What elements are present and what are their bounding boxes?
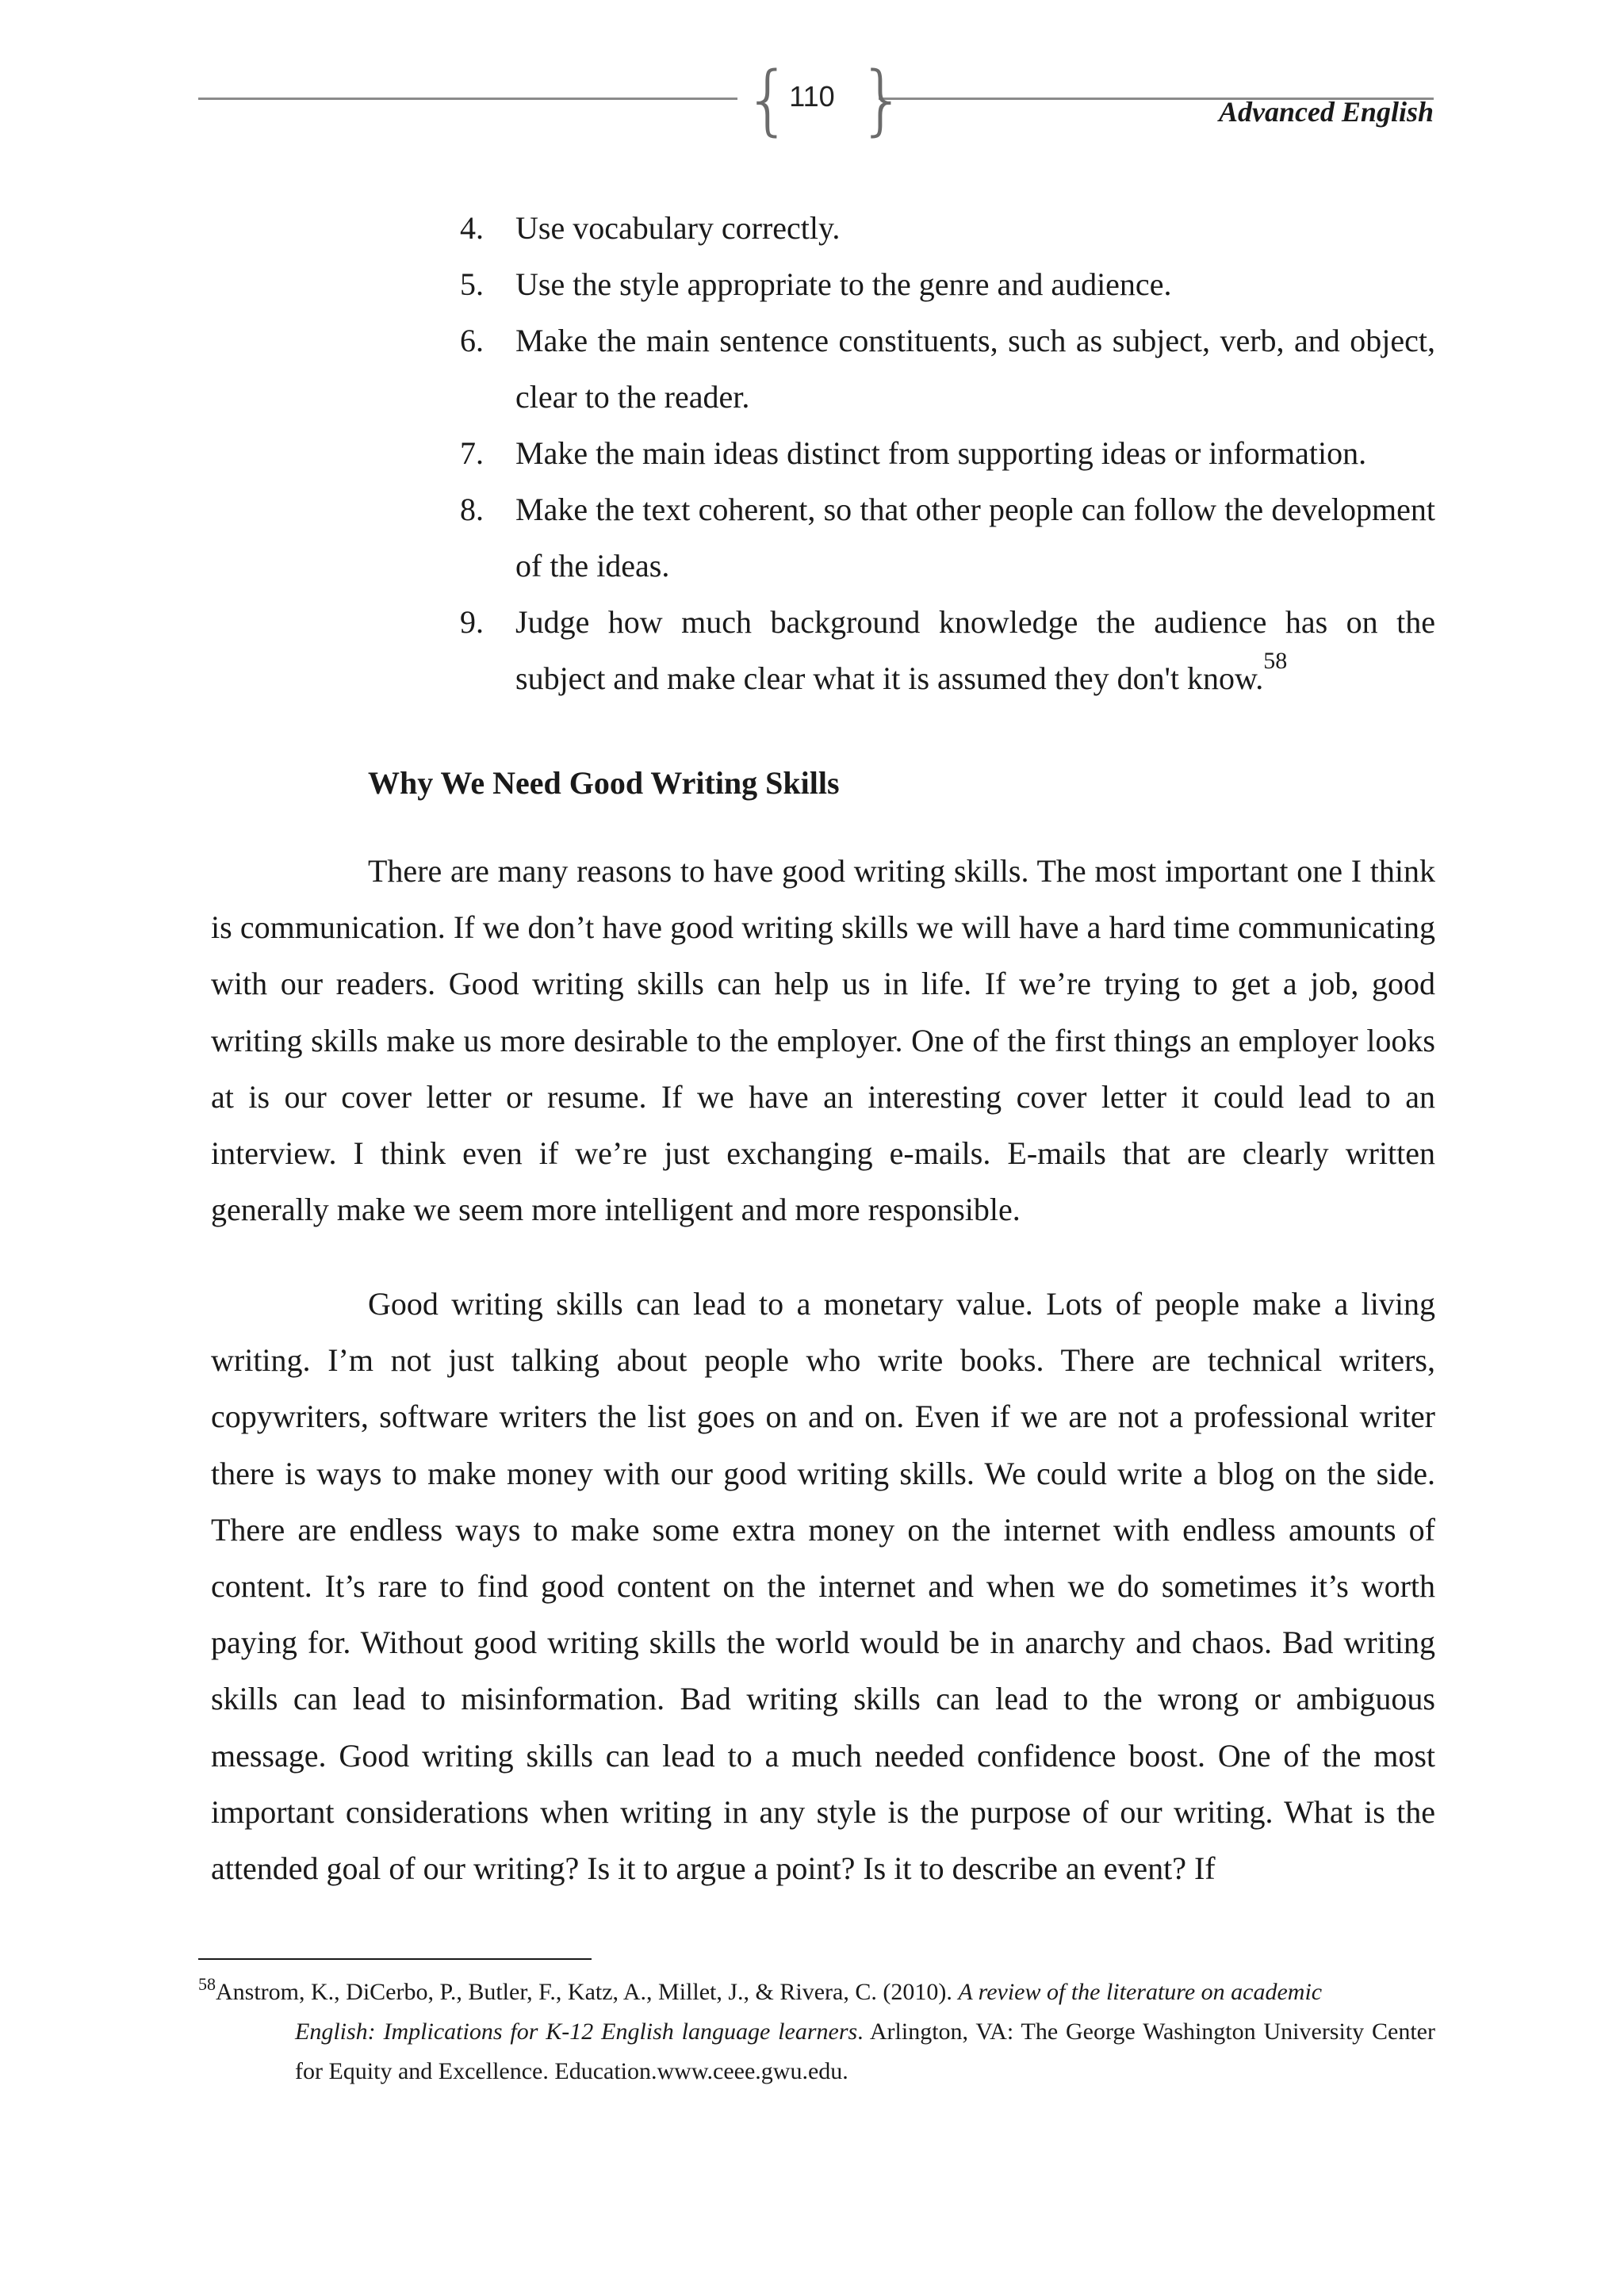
page-number: 110 (789, 80, 835, 113)
section-heading: Why We Need Good Writing Skills (368, 765, 840, 801)
list-item-text: Use vocabulary correctly. (515, 210, 841, 246)
footnote-number: 58 (198, 1974, 216, 1994)
list-item (460, 425, 1435, 481)
footnote-continuation (198, 2012, 1435, 2091)
right-brace-ornament: } (858, 55, 907, 144)
list-item (460, 594, 1435, 706)
list-item-text-body: Judge how much background knowledge the audience has on the subject and make clear what it is assumed they don't know. (515, 604, 1435, 696)
footnote-first-line (198, 1973, 1435, 2012)
footnote-title-part2: English: Implications for K-12 English language learners (295, 2019, 858, 2045)
list-item-number: 6. (460, 323, 484, 358)
list-item-text: Make the main ideas distinct from supporting ideas or information. (515, 435, 1367, 471)
list-item (460, 256, 1435, 312)
body-paragraph: There are many reasons to have good writing skills. The most important one I think is communication. If we don’t have good writing skills we will have a hard time communicating with our readers. Good writing skills can help us in life. If we’re trying to get a job, good writing skills make us more desirable to the employer. One of the first things an employer looks at is our cover letter or resume. If we have an interesting cover letter it could lead to an interview. I think even if we’re just exchanging e-mails. E-mails that are clearly written generally make we seem more intelligent and more responsible. (211, 853, 1435, 1228)
header-rule-left (198, 98, 737, 100)
list-item-text: Use the style appropriate to the genre and audience. (515, 266, 1172, 302)
list-item-text: Make the main sentence constituents, such as subject, verb, and object, clear to the reader. (515, 323, 1435, 415)
list-item (460, 200, 1435, 256)
running-title: Advanced English (1218, 96, 1434, 128)
footnote-publisher: . Arlington, VA: The George Washington University Center for Equity and Excellence. Education.www.ceee.gwu.edu. (295, 2019, 1435, 2084)
footnote-authors: Anstrom, K., DiCerbo, P., Butler, F., Katz, A., Millet, J., & Rivera, C. (2010). (216, 1979, 959, 2005)
list-item-number: 8. (460, 492, 484, 527)
list-item-text (515, 594, 1435, 706)
list-item (460, 481, 1435, 594)
numbered-list (460, 200, 1435, 706)
footnote-separator (198, 1958, 592, 1960)
list-item-number: 4. (460, 210, 484, 246)
list-item-text: Make the text coherent, so that other people can follow the development of the ideas. (515, 492, 1435, 584)
list-item (460, 312, 1435, 425)
footnote-reference[interactable]: 58 (1263, 648, 1288, 674)
list-item-number: 5. (460, 266, 484, 302)
footnote (198, 1973, 1435, 2091)
list-item-number: 7. (460, 435, 484, 471)
left-brace-ornament: { (744, 55, 793, 144)
list-item-number: 9. (460, 604, 484, 640)
body-paragraph: Good writing skills can lead to a monetary value. Lots of people make a living writing. I’m not just talking about people who write books. There are technical writers, copywriters, software writers the list goes on and on. Even if we are not a professional writer there is ways to make money with our good writing skills. We could write a blog on the side. There are endless ways to make some extra money on the internet with endless amounts of content. It’s rare to find good content on the internet and when we do sometimes it’s worth paying for. Without good writing skills the world would be in anarchy and chaos. Bad writing skills can lead to misinformation. Bad writing skills can lead to the wrong or ambiguous message. Good writing skills can lead to a much needed confidence boost. One of the most important considerations when writing in any style is the purpose of our writing. What is the attended goal of our writing? Is it to argue a point? Is it to describe an event? If (211, 1286, 1435, 1887)
footnote-title-part1: A review of the literature on academic (958, 1979, 1323, 2005)
